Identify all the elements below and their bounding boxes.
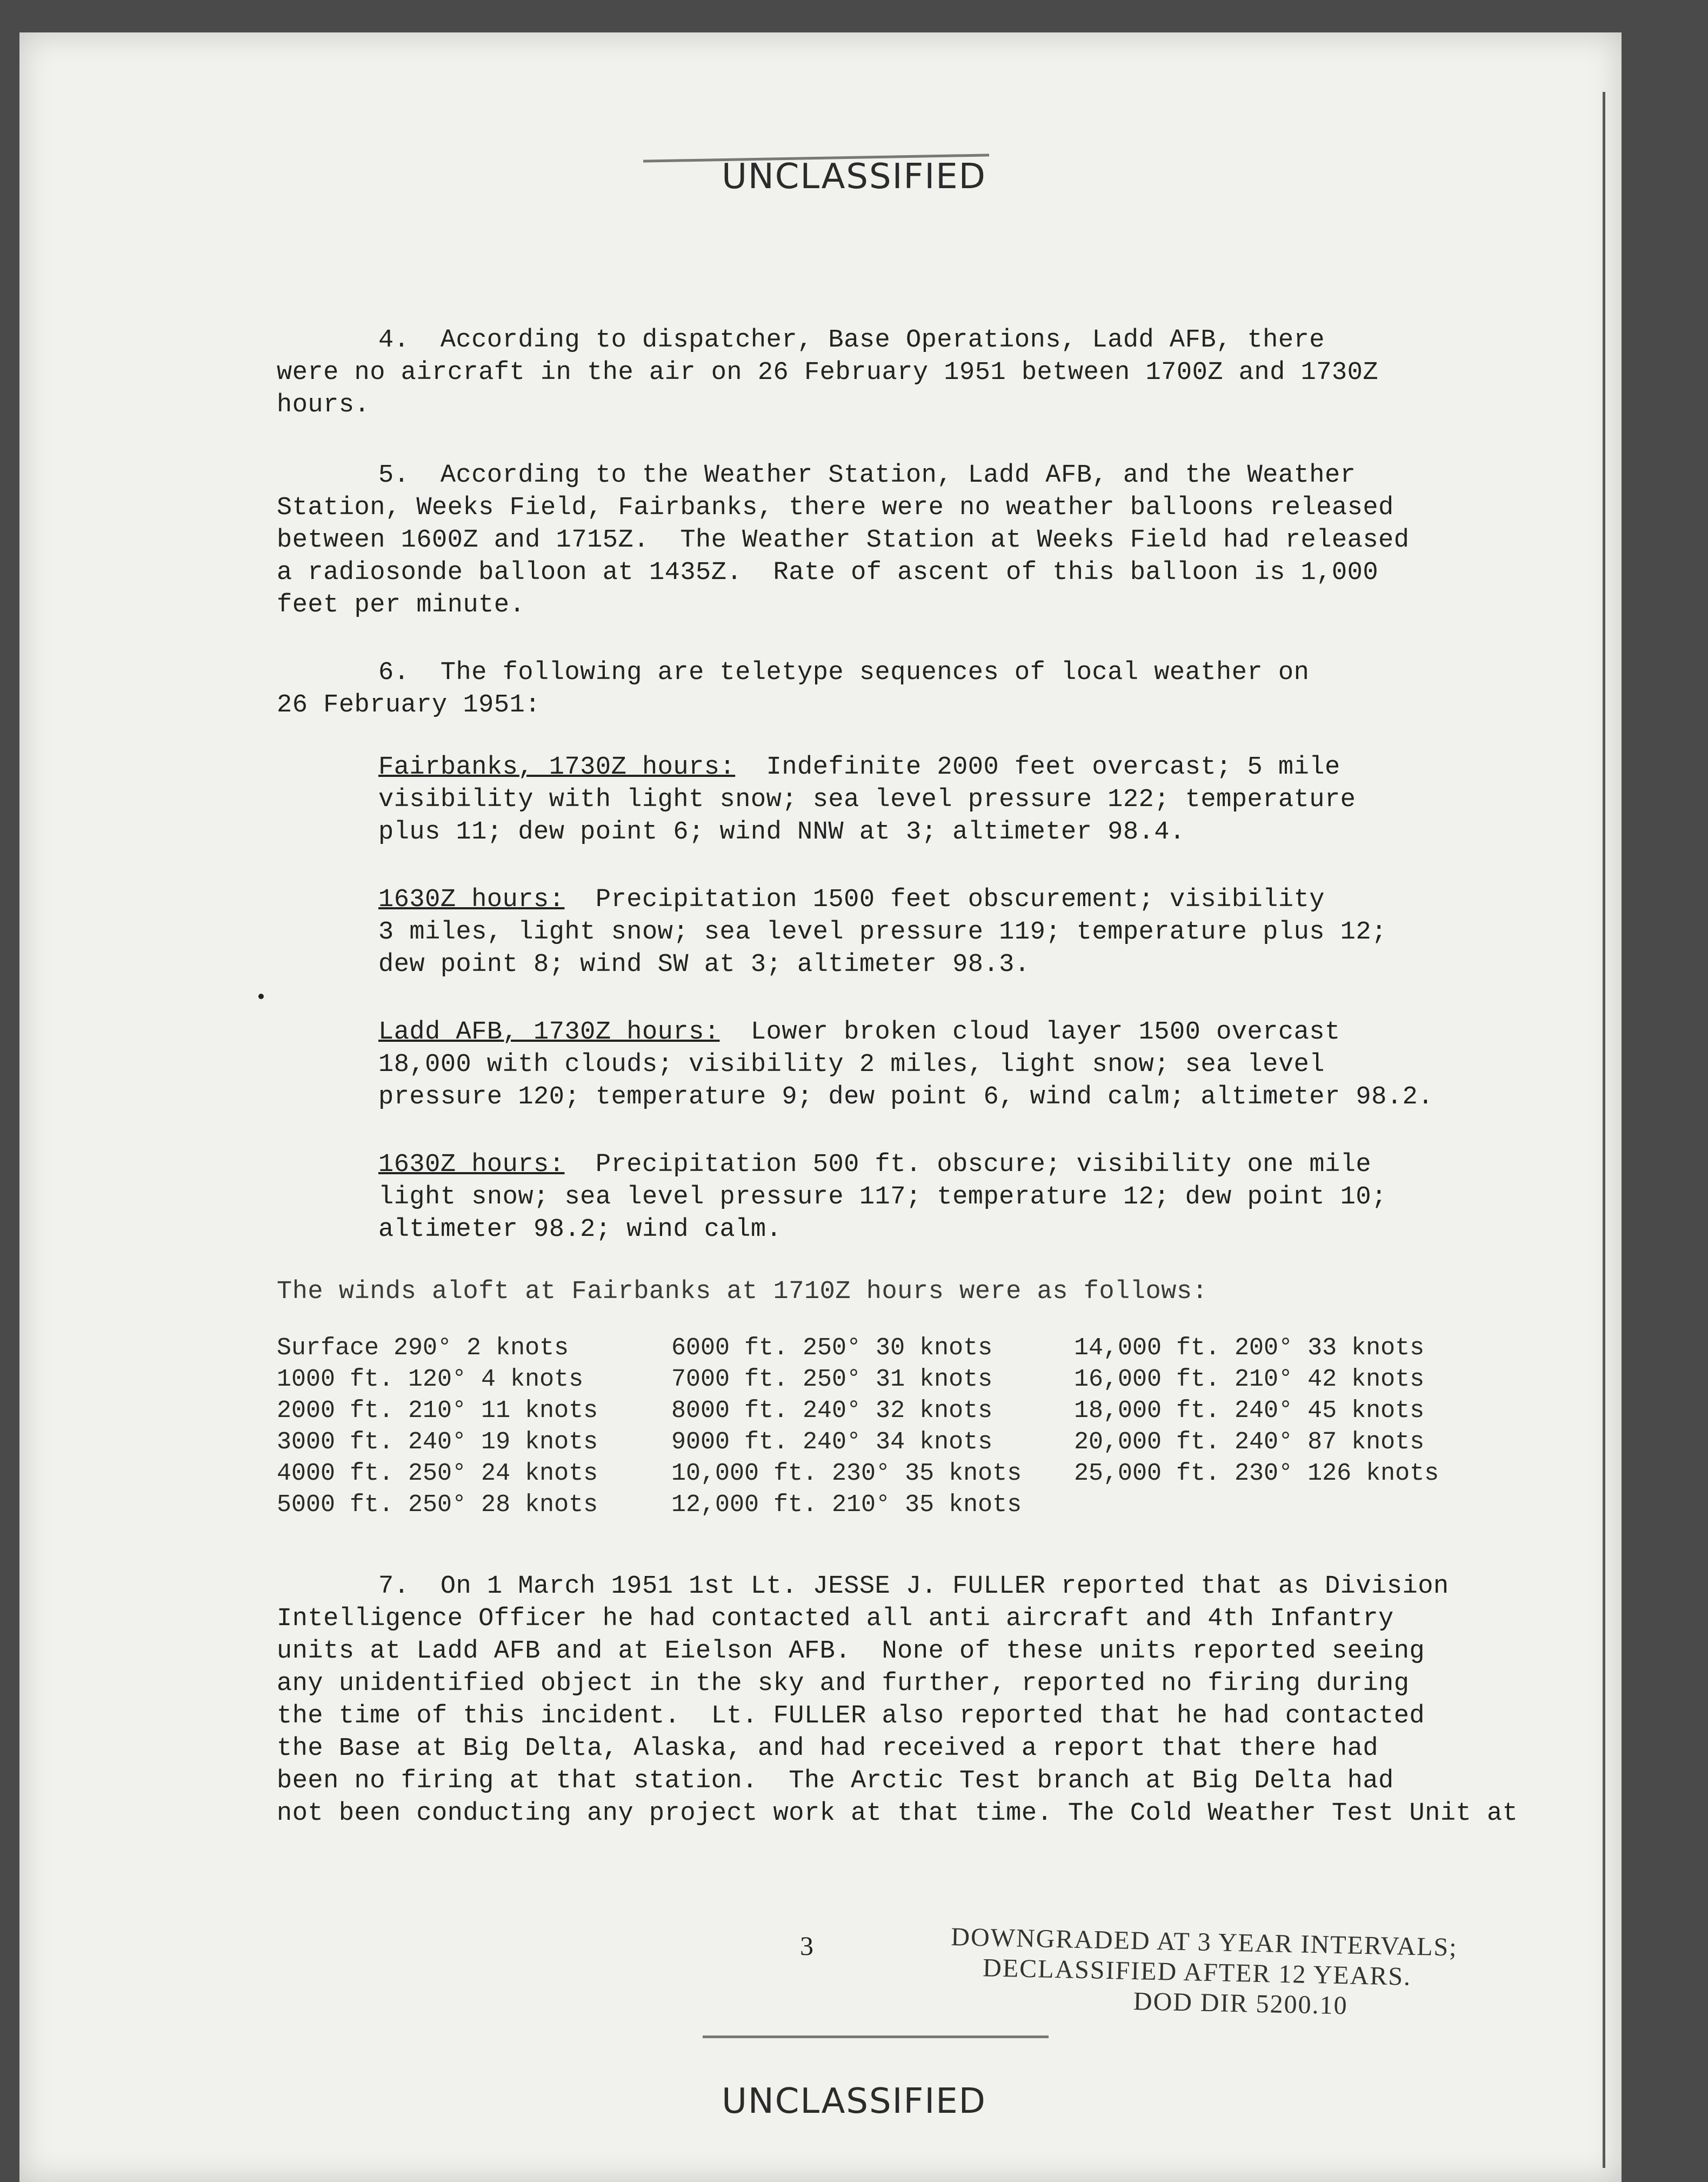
para5-line1: 5. According to the Weather Station, Ladd AFB, and the Weather — [378, 461, 1356, 490]
para5-line4: a radiosonde balloon at 1435Z. Rate of ascent of this balloon is 1,000 — [277, 558, 1379, 587]
wind-cell: 20,000 ft. 240° 87 knots — [1074, 1428, 1425, 1456]
downgrade-line: DECLASSIFIED AFTER 12 YEARS. — [982, 1953, 1412, 1991]
para7-line7: been no firing at that station. The Arctic Test branch at Big Delta had — [277, 1767, 1394, 1795]
para5-line2: Station, Weeks Field, Fairbanks, there were no weather balloons released — [277, 494, 1394, 522]
downgrade-stamp — [949, 1922, 1458, 2024]
para4-line1: 4. According to dispatcher, Base Operations, Ladd AFB, there — [378, 326, 1325, 355]
classification-stamp-top: UNCLASSIFIED — [722, 157, 986, 197]
para7-line8: not been conducting any project work at that time. The Cold Weather Test Unit at — [277, 1799, 1518, 1828]
wind-cell — [1074, 1489, 1506, 1521]
wind-cell: 3000 ft. 240° 19 knots — [277, 1428, 598, 1456]
para7-line1: 7. On 1 March 1951 1st Lt. JESSE J. FULLER reported that as Division — [378, 1572, 1449, 1601]
wind-cell: 2000 ft. 210° 11 knots — [277, 1397, 598, 1425]
para5-line5: feet per minute. — [277, 591, 525, 620]
weather-fairbanks-1730-label: Fairbanks, 1730Z hours: — [378, 753, 736, 782]
weather-ladd-1630-label: 1630Z hours: — [378, 1150, 565, 1179]
weather-fairbanks-1730-line1: Fairbanks, 1730Z hours: Indefinite 2000 feet overcast; 5 mile — [378, 753, 1340, 782]
weather-fairbanks-1630-line1: 1630Z hours: Precipitation 1500 feet obscurement; visibility — [378, 886, 1325, 914]
para7-line5: the time of this incident. Lt. FULLER also reported that he had contacted — [277, 1702, 1425, 1731]
weather-fairbanks-1630-line2: 3 miles, light snow; sea level pressure 119; temperature plus 12; — [378, 918, 1387, 947]
weather-ladd-1730-line2: 18,000 with clouds; visibility 2 miles, light snow; sea level — [378, 1050, 1325, 1079]
wind-cell: 18,000 ft. 240° 45 knots — [1074, 1397, 1425, 1425]
para4-line2: were no aircraft in the air on 26 February 1951 between 1700Z and 1730Z — [277, 358, 1379, 387]
weather-fairbanks-1630-label: 1630Z hours: — [378, 886, 565, 914]
wind-cell: 7000 ft. 250° 31 knots — [671, 1366, 993, 1393]
wind-cell: 4000 ft. 250° 24 knots — [277, 1460, 598, 1487]
wind-cell: Surface 290° 2 knots — [277, 1334, 569, 1362]
margin-dot — [258, 994, 264, 999]
weather-fairbanks-1730-line3: plus 11; dew point 6; wind NNW at 3; altimeter 98.4. — [378, 818, 1185, 847]
para7-line2: Intelligence Officer he had contacted all anti aircraft and 4th Infantry — [277, 1605, 1394, 1633]
wind-cell: 5000 ft. 250° 28 knots — [277, 1491, 598, 1519]
wind-cell: 25,000 ft. 230° 126 knots — [1074, 1460, 1439, 1487]
weather-ladd-1730-line3: pressure 120; temperature 9; dew point 6, wind calm; altimeter 98.2. — [378, 1083, 1433, 1112]
classification-stamp-bottom: UNCLASSIFIED — [722, 2081, 986, 2121]
para4-line3: hours. — [277, 391, 370, 420]
wind-cell: 9000 ft. 240° 34 knots — [671, 1428, 993, 1456]
wind-cell: 14,000 ft. 200° 33 knots — [1074, 1334, 1425, 1362]
page-number: 3 — [800, 1931, 813, 1961]
weather-ladd-1730-label: Ladd AFB, 1730Z hours: — [378, 1018, 720, 1047]
para7-line4: any unidentified object in the sky and further, reported no firing during — [277, 1669, 1410, 1698]
downgrade-line: DOWNGRADED AT 3 YEAR INTERVALS; — [950, 1922, 1458, 1962]
page-edge-line — [1603, 92, 1605, 2168]
downgrade-line: DOD DIR 5200.10 — [1133, 1987, 1349, 2020]
para7-line3: units at Ladd AFB and at Eielson AFB. None of these units reported seeing — [277, 1637, 1425, 1666]
wind-cell: 12,000 ft. 210° 35 knots — [671, 1491, 1022, 1519]
weather-ladd-1630-line3: altimeter 98.2; wind calm. — [378, 1215, 782, 1244]
weather-ladd-1630-line2: light snow; sea level pressure 117; temperature 12; dew point 10; — [378, 1183, 1387, 1212]
para6-line1: 6. The following are teletype sequences of local weather on — [378, 658, 1310, 687]
wind-cell: 16,000 ft. 210° 42 knots — [1074, 1366, 1425, 1393]
weather-fairbanks-1630-line3: dew point 8; wind SW at 3; altimeter 98.3. — [378, 950, 1030, 979]
weather-ladd-1630-line1: 1630Z hours: Precipitation 500 ft. obscure; visibility one mile — [378, 1150, 1372, 1179]
para5-line3: between 1600Z and 1715Z. The Weather Station at Weeks Field had released — [277, 526, 1410, 555]
wind-cell: 6000 ft. 250° 30 knots — [671, 1334, 993, 1362]
weather-fairbanks-1730-line2: visibility with light snow; sea level pressure 122; temperature — [378, 786, 1356, 814]
winds-aloft-intro: The winds aloft at Fairbanks at 1710Z hours were as follows: — [277, 1278, 1208, 1306]
wind-cell: 8000 ft. 240° 32 knots — [671, 1397, 993, 1425]
weather-ladd-1730-line1: Ladd AFB, 1730Z hours: Lower broken cloud layer 1500 overcast — [378, 1018, 1340, 1047]
winds-aloft-table — [277, 1333, 1520, 1521]
wind-cell: 1000 ft. 120° 4 knots — [277, 1366, 584, 1393]
wind-cell: 10,000 ft. 230° 35 knots — [671, 1460, 1022, 1487]
stamp-rule-bottom — [703, 2035, 1049, 2038]
para6-line2: 26 February 1951: — [277, 691, 541, 720]
para7-line6: the Base at Big Delta, Alaska, and had received a report that there had — [277, 1734, 1379, 1763]
